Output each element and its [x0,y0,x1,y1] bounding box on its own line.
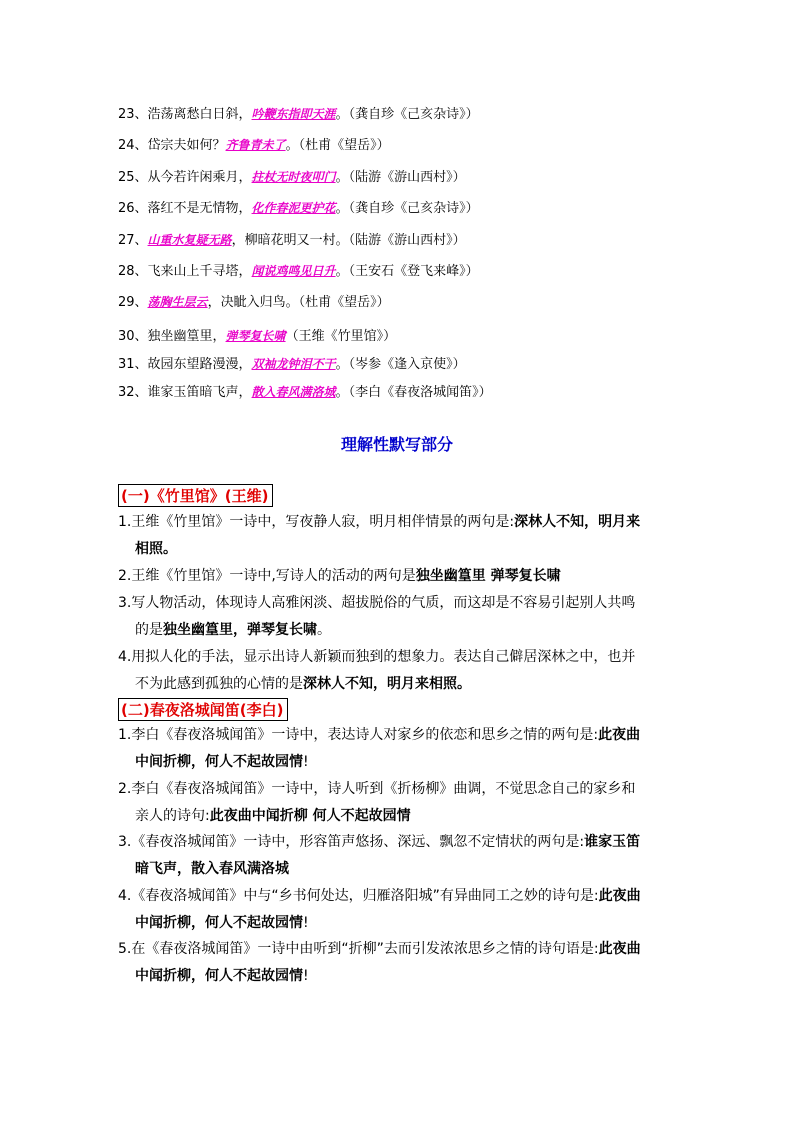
question-text-cont: 不为此感到孤独的心情的是 [135,676,303,692]
question-item [118,883,682,937]
question-text-cont: 亲人的诗句: [135,808,210,824]
question-item [118,722,682,776]
line-source: ，柳暗花明又一村。（陆游《游山西村》） [231,233,466,248]
line-source: 。（岑参《逢入京使》） [335,357,466,372]
answer-continuation: 相照。 [135,541,177,557]
question-item [118,776,682,830]
answer-text: 此夜曲 [598,727,641,743]
line-text: 28、飞来山上千寻塔， [118,264,252,279]
question-text: 1.李白《春夜洛城闻笛》一诗中，表达诗人对家乡的依恋和思乡之情的两句是: [118,727,599,743]
answer-continuation: 中闻折柳，何人不起故园情 [135,968,303,984]
fill-line-25 [118,166,466,185]
line-source: 。（龚自珍《己亥杂诗》） [335,107,479,122]
question-text: 5.在《春夜洛城闻笛》一诗中由听到“折柳”去而引发浓浓思乡之情的诗句语是: [118,941,599,957]
answer-continuation: 暗飞声，散入春风满洛城 [135,861,289,877]
section-title: 理解性默写部分 [340,435,453,454]
question-text: 2.王维《竹里馆》一诗中,写诗人的活动的两句是 [118,568,416,584]
question-item [118,509,682,563]
punctuation: ! [303,968,309,984]
line-text: 30、独坐幽篁里， [118,329,226,344]
answer-text: 拄杖无时夜叩门 [251,170,336,184]
answer-text: 独坐幽篁里，弹琴复长啸 [163,622,317,638]
punctuation: ! [303,915,309,931]
question-item [118,829,682,883]
answer-text: 散入春风满洛城 [251,385,336,399]
section-heading-chunye: (二)春夜洛城闻笛(李白) [118,698,288,721]
answer-text: 闻说鸡鸣见日升 [251,264,336,278]
question-item [118,936,682,990]
answer-continuation: 中闻折柳，何人不起故园情 [135,915,303,931]
fill-line-32 [118,381,492,400]
fill-line-27 [118,229,466,248]
line-source: （王维《竹里馆》） [285,329,397,344]
line-source: 。（王安石《登飞来峰》） [335,264,479,279]
fill-line-26 [118,197,479,216]
section-heading-zhuliguan: (一)《竹里馆》(王维) [118,484,273,507]
answer-text: 弹琴复长啸 [225,329,286,343]
fill-line-24 [118,134,390,153]
answer-text: 双袖龙钟泪不干 [251,357,336,371]
question-item [118,563,682,590]
answer-text: 化作春泥更护花 [251,201,336,215]
question-text: 4.《春夜洛城闻笛》中与“乡书何处达，归雁洛阳城”有异曲同工之妙的诗句是: [118,888,599,904]
line-text: 31、故园东望路漫漫， [118,357,252,372]
answer-text: 深林人不知，明月来相照。 [303,676,471,692]
question-text: 1.王维《竹里馆》一诗中，写夜静人寂，明月相伴情景的两句是: [118,514,515,530]
line-source: 。（杜甫《望岳》） [285,138,390,153]
line-text: 24、岱宗夫如何？ [118,138,226,153]
question-text: 2.李白《春夜洛城闻笛》一诗中，诗人听到《折杨柳》曲调，不觉思念自己的家乡和 [118,781,636,797]
fill-line-31 [118,353,466,372]
line-text: 23、浩荡离愁白日斜， [118,107,252,122]
line-source: 。（龚自珍《己亥杂诗》） [335,201,479,216]
fill-line-29 [118,291,390,310]
question-text: 3.写人物活动，体现诗人高雅闲淡、超拔脱俗的气质，而这却是不容易引起别人共鸣 [118,595,636,611]
line-source: 。（陆游《游山西村》） [335,170,466,185]
answer-text: 此夜曲 [598,888,641,904]
answer-text: 山重水复疑无路 [147,233,232,247]
fill-line-23 [118,103,479,122]
fill-line-30 [118,325,396,344]
answer-text: 深林人不知，明月来 [514,514,641,530]
question-item [118,590,682,644]
answer-text: 荡胸生层云 [147,295,208,309]
line-text: 27、 [118,233,148,248]
line-source: ，决眦入归鸟。（杜甫《望岳》） [207,295,390,310]
punctuation: ! [303,754,309,770]
question-text: 3.《春夜洛城闻笛》一诗中，形容笛声悠扬、深远、飘忽不定情状的两句是: [118,834,585,850]
line-text: 25、从今若许闲乘月， [118,170,252,185]
punctuation: 。 [317,622,331,638]
answer-text: 独坐幽篁里 弹琴复长啸 [415,568,561,584]
fill-line-28 [118,260,479,279]
answer-text: 谁家玉笛 [584,834,641,850]
answer-continuation: 中间折柳，何人不起故园情 [135,754,303,770]
line-text: 32、谁家玉笛暗飞声， [118,385,252,400]
answer-text: 吟鞭东指即天涯 [251,107,336,121]
line-text: 29、 [118,295,148,310]
answer-text: 此夜曲 [598,941,641,957]
question-text-cont: 的是 [135,622,163,638]
line-text: 26、落红不是无情物， [118,201,252,216]
answer-text: 齐鲁青未了 [225,138,286,152]
question-text: 4.用拟人化的手法，显示出诗人新颖而独到的想象力。表达自己僻居深林之中，也并 [118,649,636,665]
answer-text: 此夜曲中闻折柳 何人不起故园情 [209,808,411,824]
line-source: 。（李白《春夜洛城闻笛》） [335,385,492,400]
question-item [118,644,682,698]
